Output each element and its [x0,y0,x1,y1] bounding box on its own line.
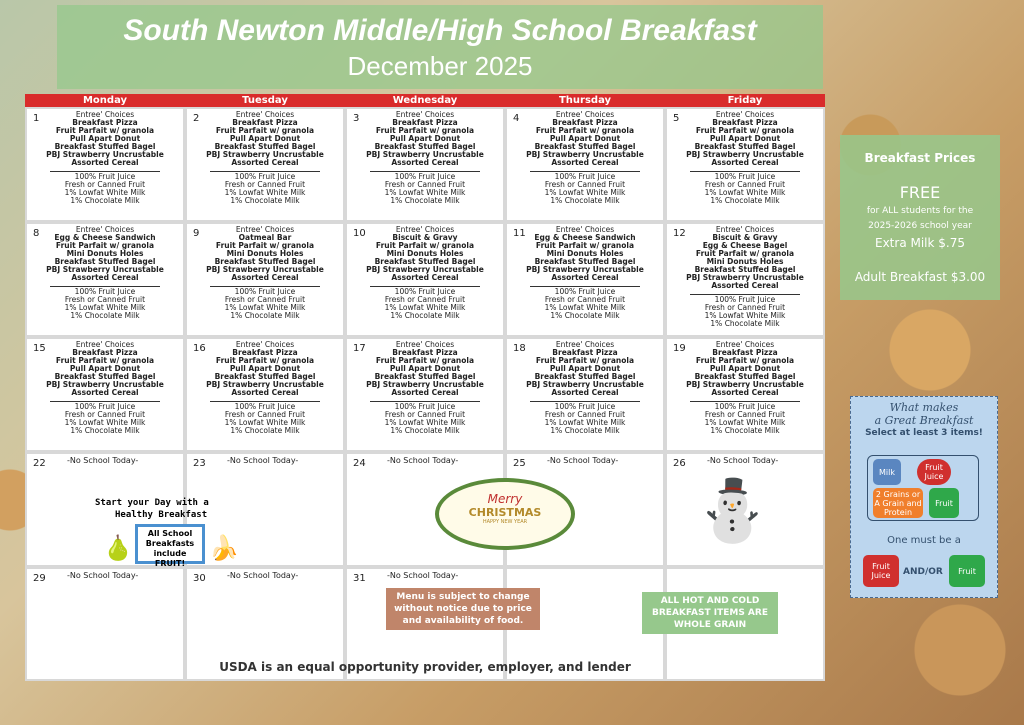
side-item: 100% Fruit Juice [554,172,616,181]
day-number: 12 [673,228,686,239]
menu-item: Pull Apart Donut [709,364,781,373]
merry: Merry [487,492,523,506]
menu-item: Fruit Parfait w/ granola [55,356,155,365]
page-title: South Newton Middle/High School Breakfast [123,14,757,47]
side-item: 1% Lowfat White Milk [64,418,146,427]
andor-label: AND/OR [903,567,943,577]
menu-item: PBJ Strawberry Uncrustable [46,380,164,389]
menu-item: Pull Apart Donut [69,364,141,373]
entree-label: Entree' Choices [715,340,775,349]
christmas: CHRISTMAS [468,506,542,519]
menu-item: PBJ Strawberry Uncrustable [206,380,324,389]
day-cell [27,109,183,220]
menu-item: Pull Apart Donut [389,364,461,373]
milk-item: Milk [873,459,901,485]
entree-label: Entree' Choices [395,110,455,119]
milk-price: Extra Milk $.75 [875,236,965,250]
side-item: Fresh or Canned Fruit [544,180,626,189]
entree-label: Entree' Choices [75,340,135,349]
day-cell [347,109,503,220]
side-item: 1% Chocolate Milk [390,426,460,435]
menu-item: Breakfast Stuffed Bagel [534,372,636,381]
day-number: 2 [193,113,200,124]
day-cell [667,224,823,335]
day-cell [507,109,663,220]
menu-item: Fruit Parfait w/ granola [695,249,795,258]
day-number: 26 [673,458,686,469]
side-item: 100% Fruit Juice [394,402,456,411]
side-item: 1% Chocolate Milk [230,426,300,435]
side-item: 100% Fruit Juice [74,172,136,181]
poster-title-1: What makes [889,401,959,414]
menu [187,339,343,435]
menu-item: Breakfast Stuffed Bagel [534,257,636,266]
menu-item: Breakfast Stuffed Bagel [214,257,316,266]
menu-item: Breakfast Stuffed Bagel [694,265,796,274]
day-number: 19 [673,343,686,354]
entree-label: Entree' Choices [235,110,295,119]
entree-label: Entree' Choices [235,225,295,234]
juice-choice: Fruit Juice [863,555,899,587]
fruit-sign: All School Breakfasts include FRUIT! [135,524,205,564]
no-school-label: -No School Today- [707,456,779,465]
day-cell [507,224,663,335]
day-cell [507,339,663,450]
day-number: 8 [33,228,40,239]
prices-panel [840,135,1000,300]
side-item: Fresh or Canned Fruit [224,180,306,189]
menu-item: Pull Apart Donut [709,134,781,143]
day-number: 29 [33,573,46,584]
side-item: Fresh or Canned Fruit [224,410,306,419]
fruit-choice: Fruit [949,555,985,587]
side-item: Fresh or Canned Fruit [704,180,786,189]
menu [667,339,823,435]
menu-item: Breakfast Stuffed Bagel [534,142,636,151]
menu-item: Fruit Parfait w/ granola [535,126,635,135]
menu-item: PBJ Strawberry Uncrustable [46,265,164,274]
day-number: 9 [193,228,200,239]
side-item: 1% Lowfat White Milk [384,188,466,197]
menu [347,224,503,320]
title-banner [57,5,823,89]
menu-item: Assorted Cereal [71,273,139,282]
menu-item: PBJ Strawberry Uncrustable [206,265,324,274]
day-header-wednesday: Wednesday [345,94,505,107]
side-item: 100% Fruit Juice [714,172,776,181]
entree-label: Entree' Choices [715,225,775,234]
menu-item: Assorted Cereal [711,388,779,397]
menu-item: Mini Donuts Holes [546,249,624,258]
side-item: 100% Fruit Juice [394,287,456,296]
side-item: 1% Lowfat White Milk [224,188,306,197]
entree-label: Entree' Choices [395,225,455,234]
day-number: 30 [193,573,206,584]
menu-item: Breakfast Pizza [392,118,458,127]
menu-item: Assorted Cereal [231,388,299,397]
menu-item: Fruit Parfait w/ granola [535,356,635,365]
menu-item: Fruit Parfait w/ granola [55,126,155,135]
menu-item: Breakfast Pizza [232,348,298,357]
side-item: Fresh or Canned Fruit [384,295,466,304]
menu-item: Assorted Cereal [551,158,619,167]
no-school-label: -No School Today- [227,456,299,465]
menu-item: Fruit Parfait w/ granola [695,126,795,135]
menu-item: Egg & Cheese Sandwich [534,233,636,242]
side-item: 1% Lowfat White Milk [544,188,626,197]
day-number: 17 [353,343,366,354]
calendar [25,94,825,681]
entree-label: Entree' Choices [555,225,615,234]
menu-item: Fruit Parfait w/ granola [215,126,315,135]
whole-grain-box: ALL HOT AND COLD BREAKFAST ITEMS ARE WHOLE GRAIN [642,592,778,634]
free-note: for ALL students for the 2025-2026 school year [866,206,974,231]
menu-item: Assorted Cereal [231,158,299,167]
side-item: 1% Lowfat White Milk [224,303,306,312]
menu-item: Assorted Cereal [231,273,299,282]
menu-item: Assorted Cereal [391,158,459,167]
day-cell [27,224,183,335]
side-item: Fresh or Canned Fruit [704,410,786,419]
side-item: 1% Lowfat White Milk [64,188,146,197]
menu-item: Breakfast Pizza [72,118,138,127]
menu [27,339,183,435]
notice-box: Menu is subject to change without notice due to price and availability of food. [386,588,540,630]
great-breakfast-poster [850,396,998,598]
menu-item: Breakfast Stuffed Bagel [374,372,476,381]
menu-item: Assorted Cereal [71,158,139,167]
day-number: 4 [513,113,520,124]
day-number: 5 [673,113,680,124]
menu [667,109,823,205]
no-school-label: -No School Today- [67,456,139,465]
day-cell [347,339,503,450]
menu-item: Fruit Parfait w/ granola [375,241,475,250]
menu-item: Breakfast Stuffed Bagel [214,372,316,381]
day-number: 18 [513,343,526,354]
menu-item: Fruit Parfait w/ granola [215,241,315,250]
day-cell [187,224,343,335]
side-item: 100% Fruit Juice [554,402,616,411]
menu-item: Pull Apart Donut [549,364,621,373]
side-item: 1% Chocolate Milk [70,311,140,320]
day-number: 22 [33,458,46,469]
month-title: December 2025 [347,51,533,81]
menu-item: Breakfast Stuffed Bagel [54,142,156,151]
side-item: 1% Lowfat White Milk [384,303,466,312]
day-number: 11 [513,228,526,239]
side-item: 100% Fruit Juice [234,287,296,296]
menu-item: Pull Apart Donut [229,134,301,143]
no-school-label: -No School Today- [227,571,299,580]
healthy-line2: Healthy Breakfast [115,510,208,520]
menu-item: Breakfast Pizza [232,118,298,127]
healthy-line1: Start your Day with a [95,498,209,508]
day-cell [187,339,343,450]
side-item: 1% Lowfat White Milk [704,311,786,320]
day-number: 31 [353,573,366,584]
menu-item: Egg & Cheese Sandwich [54,233,156,242]
day-header-tuesday: Tuesday [185,94,345,107]
day-cell [667,339,823,450]
entree-label: Entree' Choices [395,340,455,349]
side-item: 1% Chocolate Milk [550,196,620,205]
menu [27,224,183,320]
menu-item: Breakfast Pizza [712,118,778,127]
side-item: Fresh or Canned Fruit [384,410,466,419]
menu-item: PBJ Strawberry Uncrustable [526,380,644,389]
side-item: 1% Chocolate Milk [230,196,300,205]
entree-label: Entree' Choices [715,110,775,119]
day-number: 15 [33,343,46,354]
side-item: Fresh or Canned Fruit [544,295,626,304]
new-year: HAPPY NEW YEAR [482,519,528,525]
fruit-item: Fruit [929,488,959,518]
side-item: Fresh or Canned Fruit [544,410,626,419]
menu-item: PBJ Strawberry Uncrustable [46,150,164,159]
menu-item: Breakfast Pizza [392,348,458,357]
side-item: 1% Chocolate Milk [710,196,780,205]
menu-item: Fruit Parfait w/ granola [375,356,475,365]
menu-item: Pull Apart Donut [549,134,621,143]
side-item: 100% Fruit Juice [714,295,776,304]
menu-item: Pull Apart Donut [389,134,461,143]
menu [187,224,343,320]
christmas-wreath [435,478,575,550]
menu-item: PBJ Strawberry Uncrustable [686,273,804,282]
side-item: Fresh or Canned Fruit [704,303,786,312]
menu [507,109,663,205]
menu-item: PBJ Strawberry Uncrustable [366,265,484,274]
menu [27,109,183,205]
side-item: Fresh or Canned Fruit [64,410,146,419]
no-school-label: -No School Today- [387,571,459,580]
no-school-label: -No School Today- [387,456,459,465]
menu-item: Assorted Cereal [391,273,459,282]
day-cell [667,109,823,220]
day-header-thursday: Thursday [505,94,665,107]
menu-item: Assorted Cereal [391,388,459,397]
day-number: 1 [33,113,40,124]
menu-item: Fruit Parfait w/ granola [215,356,315,365]
side-item: 1% Lowfat White Milk [384,418,466,427]
menu-item: PBJ Strawberry Uncrustable [526,265,644,274]
entree-label: Entree' Choices [75,110,135,119]
menu-item: Breakfast Stuffed Bagel [54,372,156,381]
side-item: 1% Lowfat White Milk [544,303,626,312]
side-item: 1% Lowfat White Milk [544,418,626,427]
menu-item: Mini Donuts Holes [66,249,144,258]
menu-item: Assorted Cereal [711,158,779,167]
side-item: 1% Lowfat White Milk [704,188,786,197]
side-item: Fresh or Canned Fruit [384,180,466,189]
entree-label: Entree' Choices [75,225,135,234]
grains-item: 2 Grains or A Grain and Protein [874,489,922,517]
side-item: 100% Fruit Juice [394,172,456,181]
snowman-icon: ⛄ [695,476,770,546]
side-item: 100% Fruit Juice [234,402,296,411]
menu-item: Fruit Parfait w/ granola [375,126,475,135]
day-header-monday: Monday [25,94,185,107]
poster-title-2: a Great Breakfast [874,414,974,427]
menu-item: Breakfast Stuffed Bagel [694,142,796,151]
menu-item: Fruit Parfait w/ granola [695,356,795,365]
menu-item: PBJ Strawberry Uncrustable [686,150,804,159]
menu-item: Assorted Cereal [551,388,619,397]
side-item: 1% Chocolate Milk [550,426,620,435]
menu-item: Biscuit & Gravy [392,233,458,242]
juice-item: Fruit Juice [917,459,951,485]
menu-item: Breakfast Pizza [552,348,618,357]
entree-label: Entree' Choices [555,110,615,119]
day-number: 3 [353,113,360,124]
day-cell [187,109,343,220]
side-item: 1% Chocolate Milk [710,426,780,435]
side-item: 1% Lowfat White Milk [64,303,146,312]
menu-item: PBJ Strawberry Uncrustable [686,380,804,389]
day-header-friday: Friday [665,94,825,107]
menu-item: Breakfast Stuffed Bagel [54,257,156,266]
menu-item: Oatmeal Bar [238,233,292,242]
day-cell [347,224,503,335]
banana-icon: 🍌 [209,534,239,562]
side-item: 1% Chocolate Milk [390,311,460,320]
side-item: 100% Fruit Juice [554,287,616,296]
side-item: Fresh or Canned Fruit [224,295,306,304]
menu-item: Biscuit & Gravy [712,233,778,242]
pear-icon: 🍐 [103,534,133,562]
menu-item: Mini Donuts Holes [706,257,784,266]
no-school-label: -No School Today- [67,571,139,580]
menu-item: PBJ Strawberry Uncrustable [366,380,484,389]
menu-item: Mini Donuts Holes [226,249,304,258]
menu-item: Fruit Parfait w/ granola [55,241,155,250]
side-item: 100% Fruit Juice [234,172,296,181]
menu-item: Fruit Parfait w/ granola [535,241,635,250]
menu [187,109,343,205]
side-item: 100% Fruit Juice [74,402,136,411]
menu [347,339,503,435]
menu-item: Breakfast Pizza [552,118,618,127]
menu-item: PBJ Strawberry Uncrustable [206,150,324,159]
menu-item: Breakfast Stuffed Bagel [214,142,316,151]
day-number: 25 [513,458,526,469]
menu-item: PBJ Strawberry Uncrustable [366,150,484,159]
day-cell [27,339,183,450]
menu [347,109,503,205]
side-item: Fresh or Canned Fruit [64,295,146,304]
side-item: 1% Chocolate Milk [710,319,780,328]
menu-item: Breakfast Pizza [72,348,138,357]
free-label: FREE [899,183,941,202]
side-item: 100% Fruit Juice [714,402,776,411]
menu-item: Assorted Cereal [71,388,139,397]
menu-item: Mini Donuts Holes [386,249,464,258]
poster-must: One must be a [887,535,961,546]
side-item: 100% Fruit Juice [74,287,136,296]
side-item: 1% Lowfat White Milk [704,418,786,427]
entree-label: Entree' Choices [235,340,295,349]
prices-heading: Breakfast Prices [864,151,976,165]
side-item: 1% Chocolate Milk [70,196,140,205]
menu-item: Egg & Cheese Bagel [702,241,788,250]
menu-item: Assorted Cereal [551,273,619,282]
menu-item: PBJ Strawberry Uncrustable [526,150,644,159]
menu [507,339,663,435]
menu-item: Breakfast Stuffed Bagel [374,142,476,151]
side-item: Fresh or Canned Fruit [64,180,146,189]
poster-select: Select at least 3 items! [865,428,983,438]
day-number: 16 [193,343,206,354]
day-number: 10 [353,228,366,239]
side-item: 1% Chocolate Milk [70,426,140,435]
no-school-label: -No School Today- [547,456,619,465]
entree-label: Entree' Choices [555,340,615,349]
day-number: 23 [193,458,206,469]
side-item: 1% Chocolate Milk [230,311,300,320]
adult-price: Adult Breakfast $3.00 [854,270,986,284]
menu-item: Breakfast Pizza [712,348,778,357]
menu-item: Assorted Cereal [711,281,779,290]
menu-item: Breakfast Stuffed Bagel [374,257,476,266]
menu [667,224,823,328]
menu-item: Pull Apart Donut [69,134,141,143]
side-item: 1% Chocolate Milk [550,311,620,320]
side-item: 1% Chocolate Milk [390,196,460,205]
usda-statement: USDA is an equal opportunity provider, employer, and lender [219,660,631,674]
menu-item: Pull Apart Donut [229,364,301,373]
menu [507,224,663,320]
day-number: 24 [353,458,366,469]
menu-item: Breakfast Stuffed Bagel [694,372,796,381]
side-item: 1% Lowfat White Milk [224,418,306,427]
